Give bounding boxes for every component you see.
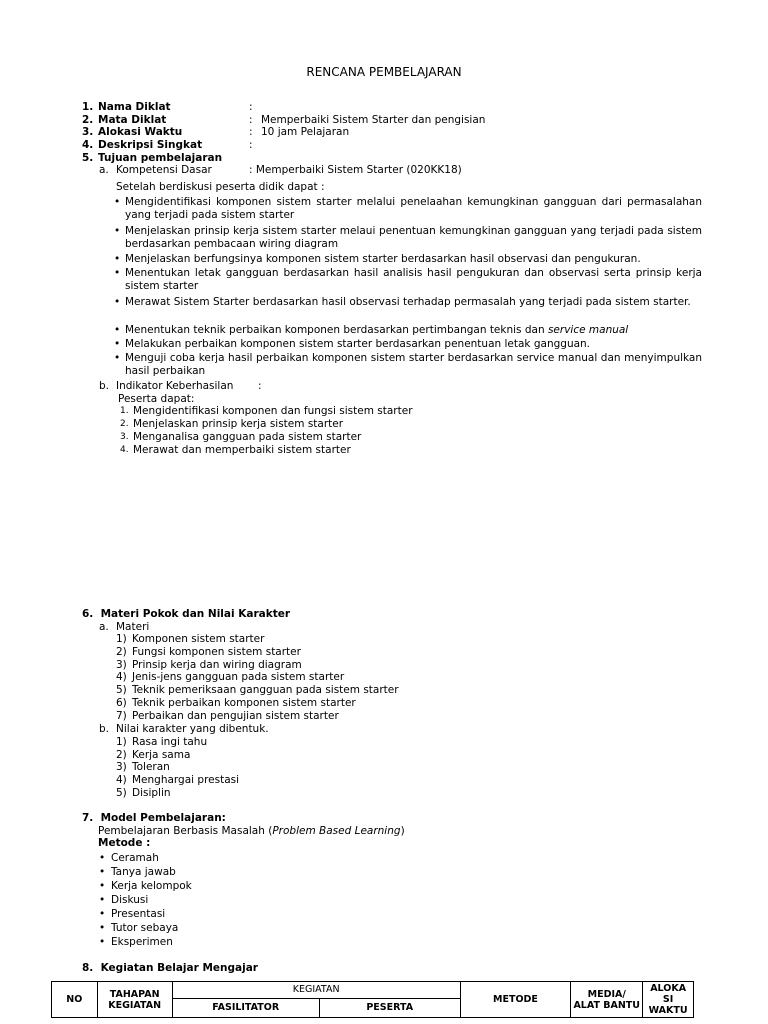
item-value: Memperbaiki Sistem Starter dan pengisian [261,114,486,126]
kompetensi-value: : Memperbaiki Sistem Starter (020KK18) [249,164,462,176]
model-heading: 7. Model Pembelajaran: [82,812,226,824]
list-number: 1) [116,736,127,748]
bullet-text-italic: service manual [547,324,629,336]
materi-label: Materi [116,621,150,633]
item-number: 5. [82,152,94,164]
bullet-text: Menjelaskan berfungsinya komponen sistem starter berdasarkan hasil observasi dan pengukuran. [125,253,641,265]
list-text: Perbaikan dan pengujian sistem starter [132,710,339,722]
list-number: 2. [120,419,129,429]
kbm-heading: 8. Kegiatan Belajar Mengajar [82,962,258,974]
model-text-suffix: ) [400,825,405,837]
list-text: Menjelaskan prinsip kerja sistem starter [133,418,344,430]
list-text: Presentasi [111,908,166,920]
item-number: 3. [82,126,94,138]
bullet-text: Mengidentifikasi komponen sistem starter melalui penelaahan kemungkinan gangguan dari permasalahan yang terjadi pada sistem starter [125,196,702,221]
item-label: Nama Diklat [98,101,171,113]
kompetensi-label: Kompetensi Dasar [116,164,212,176]
list-text: Merawat dan memperbaiki sistem starter [133,444,351,456]
list-text: Menganalisa gangguan pada sistem starter [133,431,362,443]
list-number: 5) [116,787,127,799]
col-media: MEDIA/ ALAT BANTU [571,982,643,1018]
list-number: 2) [116,749,127,761]
bullet-icon: • [99,908,106,920]
karakter-letter: b. [99,723,110,735]
list-number: 3. [120,432,129,442]
indikator-intro: Peserta dapat: [118,393,195,405]
list-text: Kerja sama [132,749,191,761]
kompetensi-letter: a. [99,164,109,176]
list-number: 5) [116,684,127,696]
list-number: 2) [116,646,127,658]
col-fasilitator: FASILITATOR [172,998,319,1017]
materi-letter: a. [99,621,109,633]
list-text: Teknik perbaikan komponen sistem starter [132,697,356,709]
list-text: Eksperimen [111,936,173,948]
item-label: Alokasi Waktu [98,126,183,138]
indikator-letter: b. [99,380,110,392]
bullet-text: Menguji coba kerja hasil perbaikan komponen sistem starter berdasarkan service manual dan menyimpulkan hasil perbaikan [125,352,702,377]
page-title: RENCANA PEMBELAJARAN [306,65,462,79]
item-number: 4. [82,139,94,151]
list-text: Tanya jawab [111,866,176,878]
list-text: Mengidentifikasi komponen dan fungsi sistem starter [133,405,413,417]
bullet-icon: • [114,352,121,364]
bullet-text-main: Menentukan teknik perbaikan komponen berdasarkan pertimbangan teknis dan [125,324,548,336]
indikator-label: Indikator Keberhasilan [116,380,234,392]
bullet-text: Menjelaskan prinsip kerja sistem starter melaui penentuan kemungkinan gangguan yang terjadi pada sistem berdasarkan pembacaan wiring diagram [125,225,702,250]
item-separator: : [249,126,253,138]
bullet-icon: • [114,324,121,336]
col-kegiatan: KEGIATAN [172,982,460,999]
bullet-icon: • [114,338,121,350]
list-text: Jenis-jens gangguan pada sistem starter [132,671,345,683]
bullet-text: Menentukan letak gangguan berdasarkan hasil analisis hasil pengukuran dan observasi serta prinsip kerja sistem starter [125,267,702,292]
bullet-text: Melakukan perbaikan komponen sistem starter berdasarkan penentuan letak gangguan. [125,338,591,350]
karakter-label: Nilai karakter yang dibentuk. [116,723,269,735]
list-text: Diskusi [111,894,149,906]
list-text: Toleran [132,761,170,773]
list-number: 1. [120,406,129,416]
kbm-table [51,981,694,1018]
bullet-icon: • [114,267,121,279]
list-text: Tutor sebaya [111,922,179,934]
bullet-icon: • [99,880,106,892]
materi-heading: 6. Materi Pokok dan Nilai Karakter [82,608,291,620]
indikator-separator: : [258,380,262,392]
bullet-icon: • [99,894,106,906]
col-no: NO [52,982,98,1018]
list-text: Teknik pemeriksaan gangguan pada sistem starter [132,684,399,696]
col-peserta: PESERTA [319,998,460,1017]
list-text: Menghargai prestasi [132,774,240,786]
kompetensi-intro: Setelah berdiskusi peserta didik dapat : [116,181,325,193]
bullet-text [125,324,702,337]
item-number: 2. [82,114,94,126]
bullet-text: Merawat Sistem Starter berdasarkan hasil observasi terhadap permasalah yang terjadi pada sistem starter. [125,296,691,308]
model-text-prefix: Pembelajaran Berbasis Masalah ( [98,825,273,837]
list-text: Kerja kelompok [111,880,192,892]
list-text: Fungsi komponen sistem starter [132,646,301,658]
item-separator: : [249,114,253,126]
col-metode: METODE [460,982,571,1018]
item-value: 10 jam Pelajaran [261,126,350,138]
list-number: 4. [120,445,129,455]
list-text: Ceramah [111,852,159,864]
metode-label: Metode : [98,837,151,849]
item-separator: : [249,101,253,113]
col-tahapan: TAHAPAN KEGIATAN [97,982,172,1018]
bullet-icon: • [99,936,106,948]
bullet-icon: • [114,253,121,265]
bullet-icon: • [114,225,121,237]
list-number: 3) [116,761,127,773]
list-text: Rasa ingi tahu [132,736,208,748]
list-number: 4) [116,774,127,786]
bullet-icon: • [114,196,121,208]
item-label: Mata Diklat [98,114,167,126]
item-label: Deskripsi Singkat [98,139,203,151]
bullet-icon: • [99,922,106,934]
item-number: 1. [82,101,94,113]
list-number: 3) [116,659,127,671]
list-number: 7) [116,710,127,722]
bullet-icon: • [114,296,121,308]
item-label: Tujuan pembelajaran [98,152,223,164]
list-text: Komponen sistem starter [132,633,265,645]
table-header-row [52,982,694,999]
col-alokasi: ALOKA SI WAKTU [643,982,694,1018]
list-number: 6) [116,697,127,709]
item-separator: : [249,139,253,151]
model-text-italic: Problem Based Learning [272,825,401,837]
bullet-icon: • [99,852,106,864]
bullet-icon: • [99,866,106,878]
list-text: Disiplin [132,787,171,799]
list-number: 1) [116,633,127,645]
list-number: 4) [116,671,127,683]
list-text: Prinsip kerja dan wiring diagram [132,659,302,671]
